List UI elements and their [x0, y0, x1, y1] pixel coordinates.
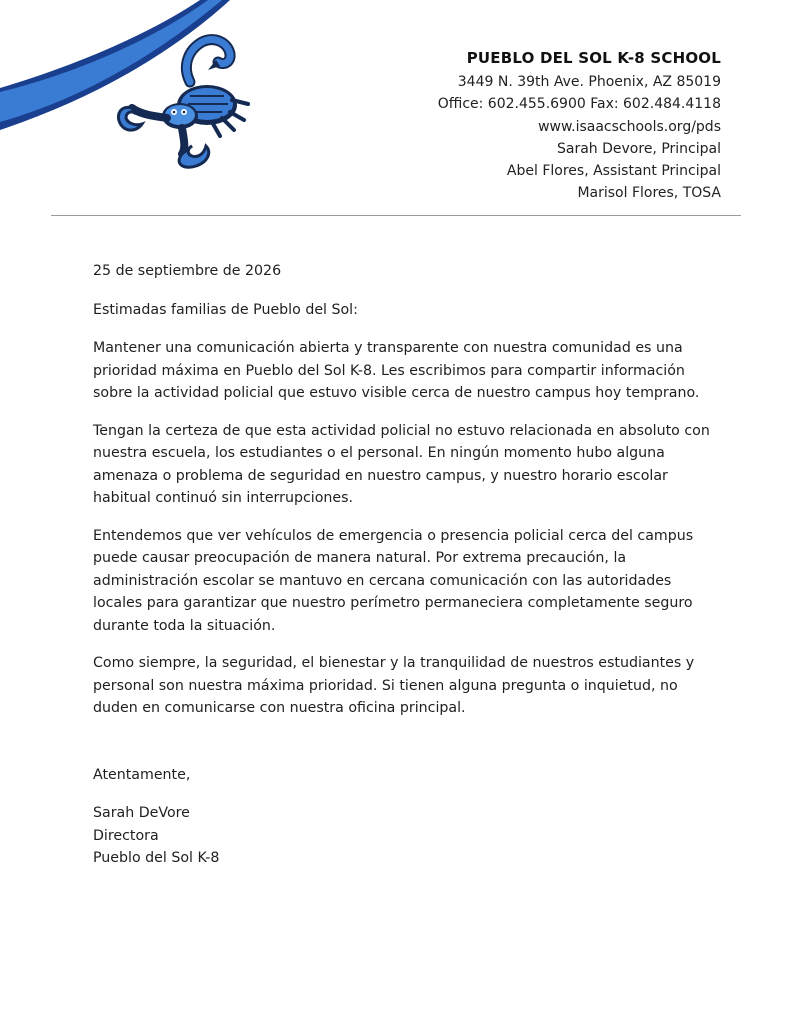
school-address: 3449 N. 39th Ave. Phoenix, AZ 85019 — [457, 74, 721, 90]
principal-line: Sarah Devore, Principal — [557, 140, 721, 157]
letter-paragraph: Como siempre, la seguridad, el bienestar y la tranquilidad de nuestros estudiantes y personal son nuestra máxima prioridad. Si tienen alguna pregunta o inquietud, no duden en comunicarse con nuestra oficina principal. — [93, 655, 695, 716]
letter-paragraph: Entendemos que ver vehículos de emergencia o presencia policial cerca del campus puede causar preocupación de manera natural. Por extrema precaución, la administración escolar se mantuvo en cercana comunicación con las autoridades locales para garantizar que nuestro perímetro permaneciera completamente seguro durante toda la situación. — [93, 527, 694, 634]
school-name: PUEBLO DEL SOL K-8 SCHOOL — [466, 49, 721, 67]
letter-body — [93, 260, 713, 870]
letter-paragraph: Tengan la certeza de que esta actividad policial no estuvo relacionada en absoluto con nuestra escuela, los estudiantes o el personal. En ningún momento hubo alguna amenaza o problema de seguridad en nuestro campus, y nuestro horario escolar habitual continuó sin interrupciones. — [93, 422, 710, 506]
signature-school: Pueblo del Sol K-8 — [93, 850, 220, 866]
school-website: www.isaacschools.org/pds — [538, 118, 721, 135]
header-divider — [51, 215, 741, 216]
letter-date: 25 de septiembre de 2026 — [93, 263, 282, 279]
letterhead — [438, 45, 721, 205]
signature-block — [93, 802, 713, 870]
letter-greeting: Estimadas familias de Pueblo del Sol: — [93, 301, 358, 318]
assistant-principal-line: Abel Flores, Assistant Principal — [506, 163, 721, 180]
signature-name: Sarah DeVore — [93, 805, 190, 821]
signature-title: Directora — [93, 827, 159, 844]
letter-paragraph: Mantener una comunicación abierta y transparente con nuestra comunidad es una prioridad máxima en Pueblo del Sol K-8. Les escribimos para compartir información sobre la actividad policial que estuvo visible cerca de nuestro campus hoy temprano. — [93, 340, 700, 401]
school-phone-fax: Office: 602.455.6900 Fax: 602.484.4118 — [437, 96, 721, 113]
scorpion-icon — [112, 30, 257, 170]
tosa-line: Marisol Flores, TOSA — [577, 185, 721, 202]
letter-closing: Atentamente, — [93, 766, 191, 783]
